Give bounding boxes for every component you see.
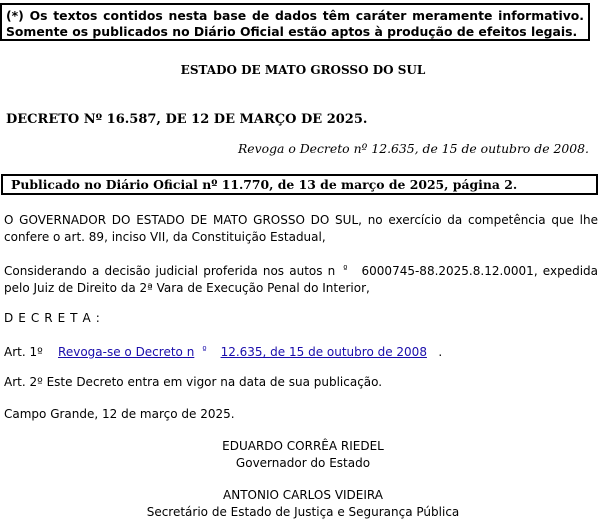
considerando-line-1 [4,262,598,280]
decreta-letter: E [57,311,66,325]
article-1-end: . [438,345,443,359]
signer-name: ANTONIO CARLOS VIDEIRA [223,488,383,502]
preamble-line-2: confere o art. 89, inciso VII, da Constituição Estadual, [4,230,326,244]
ordinal-indicator: º [343,265,348,275]
signer-name: EDUARDO CORRÊA RIEDEL [222,439,384,453]
signer-role: Secretário de Estado de Justiça e Segurança Pública [146,505,460,519]
disclaimer-line-1: (*) Os textos contidos nesta base de dados têm caráter meramente informativo. [6,8,584,23]
decree-summary: Revoga o Decreto nº 12.635, de 15 de outubro de 2008. [237,141,589,156]
preamble-paragraph [4,212,598,246]
signature-governor [0,438,606,472]
article-2: Art. 2º Este Decreto entra em vigor na data de sua publicação. [4,375,383,389]
decreta-letter: : [95,311,100,325]
link-text-1: Revoga-se o Decreto n [58,345,195,359]
decreta-heading [4,310,598,327]
decreta-letter: A [82,311,91,325]
link-ordinal: º [202,346,207,356]
decreta-letter: T [70,311,78,325]
considerando-text-2: 6000745-88.2025.8.12.0001, expedida [361,264,598,278]
link-text-2: 12.635, de 15 de outubro de 2008 [220,345,427,359]
state-title: ESTADO DE MATO GROSSO DO SUL [180,63,426,77]
decreta-letter: D [4,311,14,325]
considerando-paragraph [4,262,598,297]
disclaimer-box [0,3,590,41]
article-1-label: Art. 1º [4,345,43,359]
decree-title: DECRETO Nº 16.587, DE 12 DE MARÇO DE 2025. [6,112,368,127]
decreta-letter: C [30,311,40,325]
disclaimer-line-2: Somente os publicados no Diário Oficial estão aptos à produção de efeitos legais. [6,24,578,39]
signature-secretary [0,487,606,521]
article-1 [4,343,598,361]
decreta-letter: R [44,311,53,325]
place-date: Campo Grande, 12 de março de 2025. [4,407,235,421]
preamble-line-1: O GOVERNADOR DO ESTADO DE MATO GROSSO DO SUL, no exercício da competência que lhe [4,213,598,227]
considerando-text-1: Considerando a decisão judicial proferida nos autos n [4,264,336,278]
revoked-decree-link[interactable] [58,345,427,359]
decreta-letter: E [18,311,26,325]
publication-box: Publicado no Diário Oficial nº 11.770, de 13 de março de 2025, página 2. [1,174,598,195]
considerando-line-2: pelo Juiz de Direito da 2ª Vara de Execução Penal do Interior, [4,281,370,295]
signer-role: Governador do Estado [235,456,371,470]
